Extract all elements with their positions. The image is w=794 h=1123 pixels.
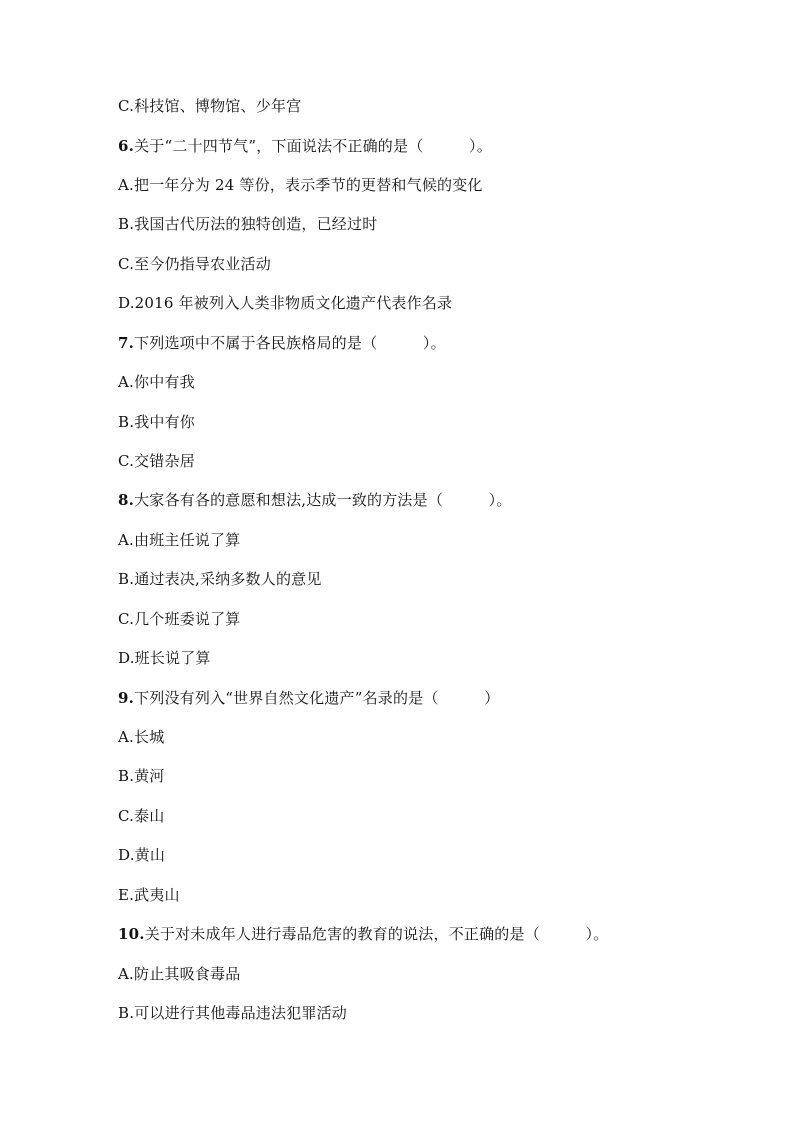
option-line — [118, 293, 452, 313]
question-number: 6. — [118, 137, 135, 155]
question-line — [118, 490, 512, 510]
option-line — [118, 766, 165, 786]
option-line — [118, 412, 195, 432]
option-line — [118, 96, 301, 116]
option-text: D.班长说了算 — [118, 649, 211, 667]
option-text: B.我中有你 — [118, 413, 195, 431]
question-text: 下列选项中不属于各民族格局的是（ ）。 — [134, 334, 446, 352]
option-line — [118, 964, 240, 984]
option-text: C.几个班委说了算 — [118, 610, 241, 628]
option-text: B.我国古代历法的独特创造，已经过时 — [118, 215, 378, 233]
question-text: 下列没有列入“世界自然文化遗产”名录的是（ ） — [134, 689, 500, 707]
option-text: A.防止其吸食毒品 — [118, 965, 241, 983]
option-line — [118, 175, 483, 195]
option-line — [118, 1003, 347, 1023]
option-text: C.科技馆、博物馆、少年宫 — [118, 97, 302, 115]
question-line — [118, 688, 499, 708]
option-text: B.黄河 — [118, 767, 165, 785]
option-text: D.黄山 — [118, 846, 166, 864]
option-text: C.泰山 — [118, 807, 165, 825]
option-line — [118, 530, 240, 550]
option-line — [118, 569, 322, 589]
question-text: 大家各有各的意愿和想法,达成一致的方法是（ ）。 — [134, 491, 512, 509]
option-line — [118, 451, 195, 471]
option-line — [118, 885, 180, 905]
question-text: 关于对未成年人进行毒品危害的教育的说法，不正确的是（ ）。 — [144, 925, 609, 943]
option-text: A.由班主任说了算 — [118, 531, 241, 549]
option-line — [118, 845, 165, 865]
option-line — [118, 214, 377, 234]
option-line — [118, 254, 271, 274]
option-text: C.至今仍指导农业活动 — [118, 255, 271, 273]
option-text: E.武夷山 — [118, 886, 180, 904]
option-text: B.通过表决,采纳多数人的意见 — [118, 570, 322, 588]
option-line — [118, 648, 211, 668]
option-text: D.2016 年被列入人类非物质文化遗产代表作名录 — [118, 294, 453, 312]
option-line — [118, 609, 241, 629]
option-text: C.交错杂居 — [118, 452, 195, 470]
question-line — [118, 924, 608, 944]
question-number: 8. — [118, 491, 135, 509]
question-number: 7. — [118, 334, 135, 352]
question-line — [118, 333, 446, 353]
option-line — [118, 372, 195, 392]
question-line — [118, 136, 492, 156]
option-text: A.你中有我 — [118, 373, 195, 391]
option-text: B.可以进行其他毒品违法犯罪活动 — [118, 1004, 347, 1022]
question-number: 10. — [118, 925, 145, 943]
option-line — [118, 806, 165, 826]
option-line — [118, 727, 164, 747]
option-text: A.把一年分为 24 等份，表示季节的更替和气候的变化 — [118, 176, 483, 194]
question-text: 关于“二十四节气”，下面说法不正确的是（ ）。 — [134, 137, 492, 155]
question-number: 9. — [118, 689, 135, 707]
option-text: A.长城 — [118, 728, 165, 746]
